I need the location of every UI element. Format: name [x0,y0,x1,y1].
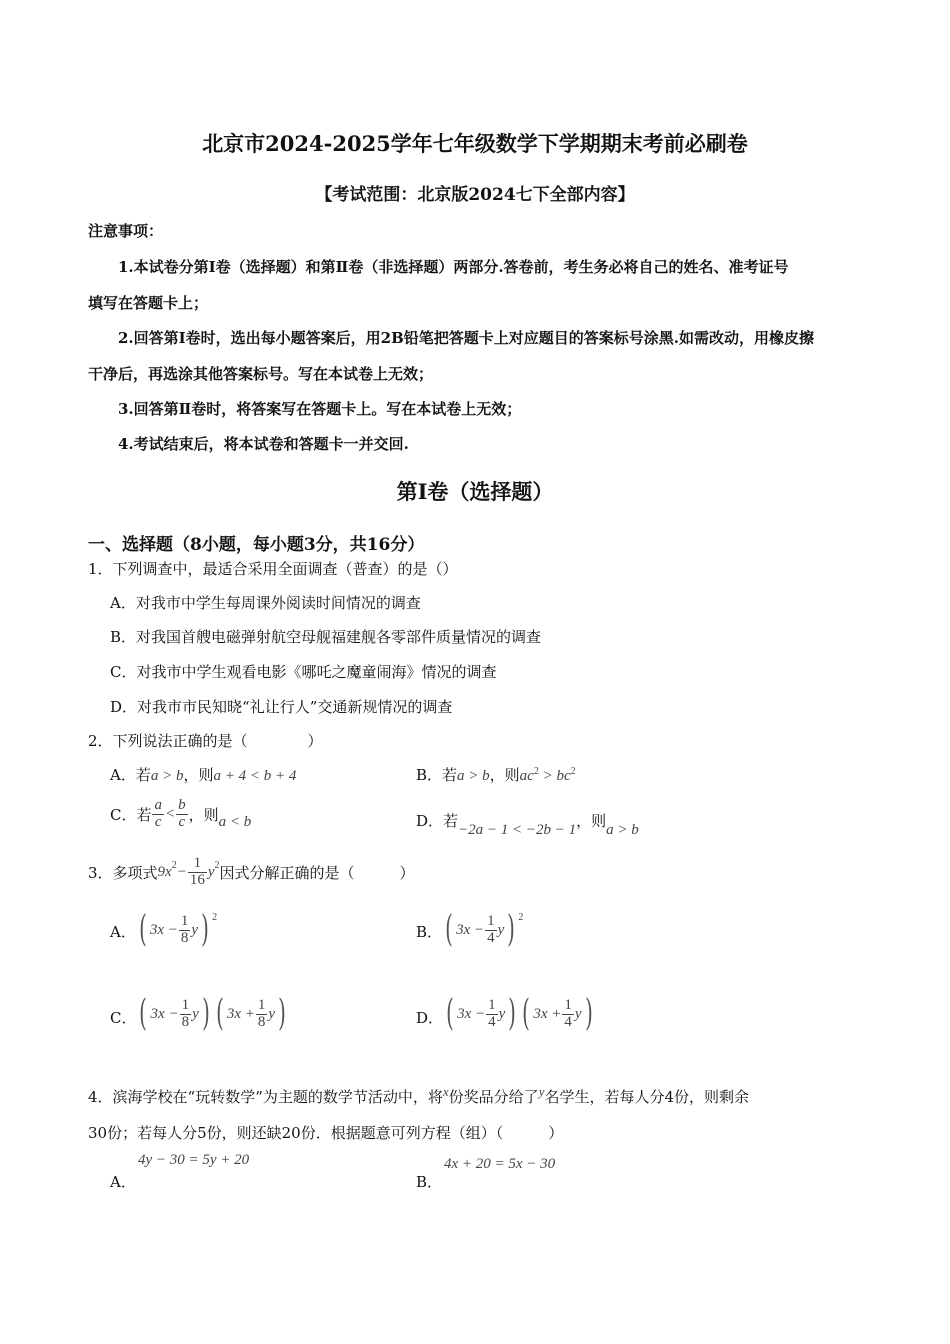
q2-b-label: B．若 [416,766,458,784]
q2-d-result: a > b [606,822,639,838]
notice-line-2: 2.回答第Ⅰ卷时，选出每小题答案后，用2B铅笔把答题卡上对应题目的答案标号涂黑.如需改动，用橡皮擦 [118,329,815,347]
q2-b-result-left: ac [519,768,534,784]
q2-d-condition: −2a − 1 < −2b − 1 [458,822,577,838]
q4-var-x: x [442,1084,449,1099]
q3-option-a: A． ( 3x − $\frac{1}{8}$ y ) $^2$ [110,909,218,950]
fraction-1-over-4: $\frac{1}{4}$ [488,996,496,1030]
q3-poly-minus: − [176,863,187,880]
fraction-1-over-4: $\frac{1}{4}$ [487,912,495,946]
notice-line-1: 1.本试卷分第Ⅰ卷（选择题）和第Ⅱ卷（非选择题）两部分.答卷前，考生务必将自己的姓名、准考证号 [118,258,789,276]
q4-text-3: 名学生，若每人分4份，则剩余 [544,1088,750,1106]
notice-heading: 注意事项： [88,222,164,240]
q3-option-b: B． ( 3x − $\frac{1}{4}$ y ) $^2$ [416,909,524,950]
exam-scope: 【考试范围：北京版2024七下全部内容】 [315,185,635,205]
q4-option-a-label: A． [110,1173,136,1191]
q1-option-d: D．对我市市民知晓“礼让行人”交通新规情况的调查 [110,698,453,716]
notice-line-1-cont: 填写在答题卡上； [88,294,209,312]
q4-option-b-equation: 4x + 20 = 5x − 30 [444,1156,556,1172]
q2-a-then: ，则 [183,766,214,784]
q2-option-d [416,810,639,838]
section-1-heading: 一、选择题（8小题，每小题3分，共16分） [88,535,425,555]
page-title: 北京市2024-2025学年七年级数学下学期期末考前必刷卷 [202,131,748,156]
fraction-1-over-8: $\frac{1}{8}$ [257,996,266,1030]
q2-d-label: D．若 [416,812,459,830]
fraction-1-over-16: $\frac{1}{16}$ [189,855,205,888]
q2-a-result: a + 4 < b + 4 [213,768,297,784]
q4-stem-line2: 30份；若每人分5份，则还缺20份．根据题意可列方程（组）（ ） [88,1124,564,1142]
q2-b-condition: a > b [457,768,490,784]
q1-option-a: A．对我市中学生每周课外阅读时间情况的调查 [110,594,421,612]
notice-line-2-cont: 干净后，再选涂其他答案标号。写在本试卷上无效； [88,365,434,383]
fraction-1-over-4: $\frac{1}{4}$ [564,996,572,1030]
q2-stem: 2．下列说法正确的是（ ） [88,732,323,750]
q2-c-then: ，则 [188,805,219,824]
q2-option-c: C．若 $\frac{a}{c}$ < $\frac{b}{c}$ ，则 a < b [110,797,252,830]
q2-c-result: a < b [218,813,252,830]
q3-poly-term2: y [207,863,215,880]
q3-d-label: D． [416,1009,444,1027]
q3-stem: 3．多项式 9x $^2$ − $\frac{1}{16}$ y $^2$ 因式分解正确的是（ ） [88,855,415,888]
q2-a-condition: a > b [150,768,184,784]
q1-option-c: C．对我市中学生观看电影《哪吒之魔童闹海》情况的调查 [110,663,497,681]
q2-option-a [110,764,296,785]
q2-option-b: B．若a > b，则$ac^2 > bc^2$ [416,766,576,784]
q4-option-a-equation: 4y − 30 = 5y + 20 [138,1152,250,1168]
q3-stem-prefix: 3．多项式 [88,863,158,882]
q4-stem-line1 [88,1086,749,1107]
q2-d-then: ，则 [576,812,607,830]
q1-stem: 1．下列调查中，最适合采用全面调查（普查）的是（） [88,560,458,578]
q2-b-result-right: > bc [538,768,571,784]
fraction-b-over-c: $\frac{b}{c}$ [178,797,186,830]
q4-option-b-label: B． [416,1173,443,1191]
notice-line-4: 4.考试结束后，将本试卷和答题卡一并交回. [118,435,409,453]
fraction-a-over-c: $\frac{a}{c}$ [154,797,162,830]
q3-a-label: A． [110,923,136,941]
q3-c-label: C． [110,1009,137,1027]
q3-option-c: C． ( 3x − $\frac{1}{8}$ y ) ( 3x + $\frac{1}{8}$ y ) [110,993,286,1034]
q4-var-y: y [538,1084,545,1099]
q3-b-label: B． [416,923,443,941]
q2-a-label: A．若 [110,766,151,784]
q2-b-then: ，则 [489,766,520,784]
q3-stem-suffix: 因式分解正确的是（ ） [219,863,415,882]
q3-poly-term1: 9x [157,863,172,880]
q2-c-label: C．若 [110,805,152,824]
fraction-1-over-8: $\frac{1}{8}$ [181,996,190,1030]
q4-text-1: 4．滨海学校在“玩转数学”为主题的数学节活动中，将 [88,1088,443,1106]
q4-text-2: 份奖品分给了 [448,1088,539,1106]
notice-line-3: 3.回答第Ⅱ卷时，将答案写在答题卡上。写在本试卷上无效； [118,400,522,418]
fraction-1-over-8: $\frac{1}{8}$ [180,912,189,946]
part-1-heading: 第I卷（选择题） [396,479,554,504]
q1-option-b: B．对我国首艘电磁弹射航空母舰福建舰各零部件质量情况的调查 [110,628,542,646]
q3-option-d: D． ( 3x − $\frac{1}{4}$ y ) ( 3x + $\frac{1}{4}$ y ) [416,993,593,1034]
